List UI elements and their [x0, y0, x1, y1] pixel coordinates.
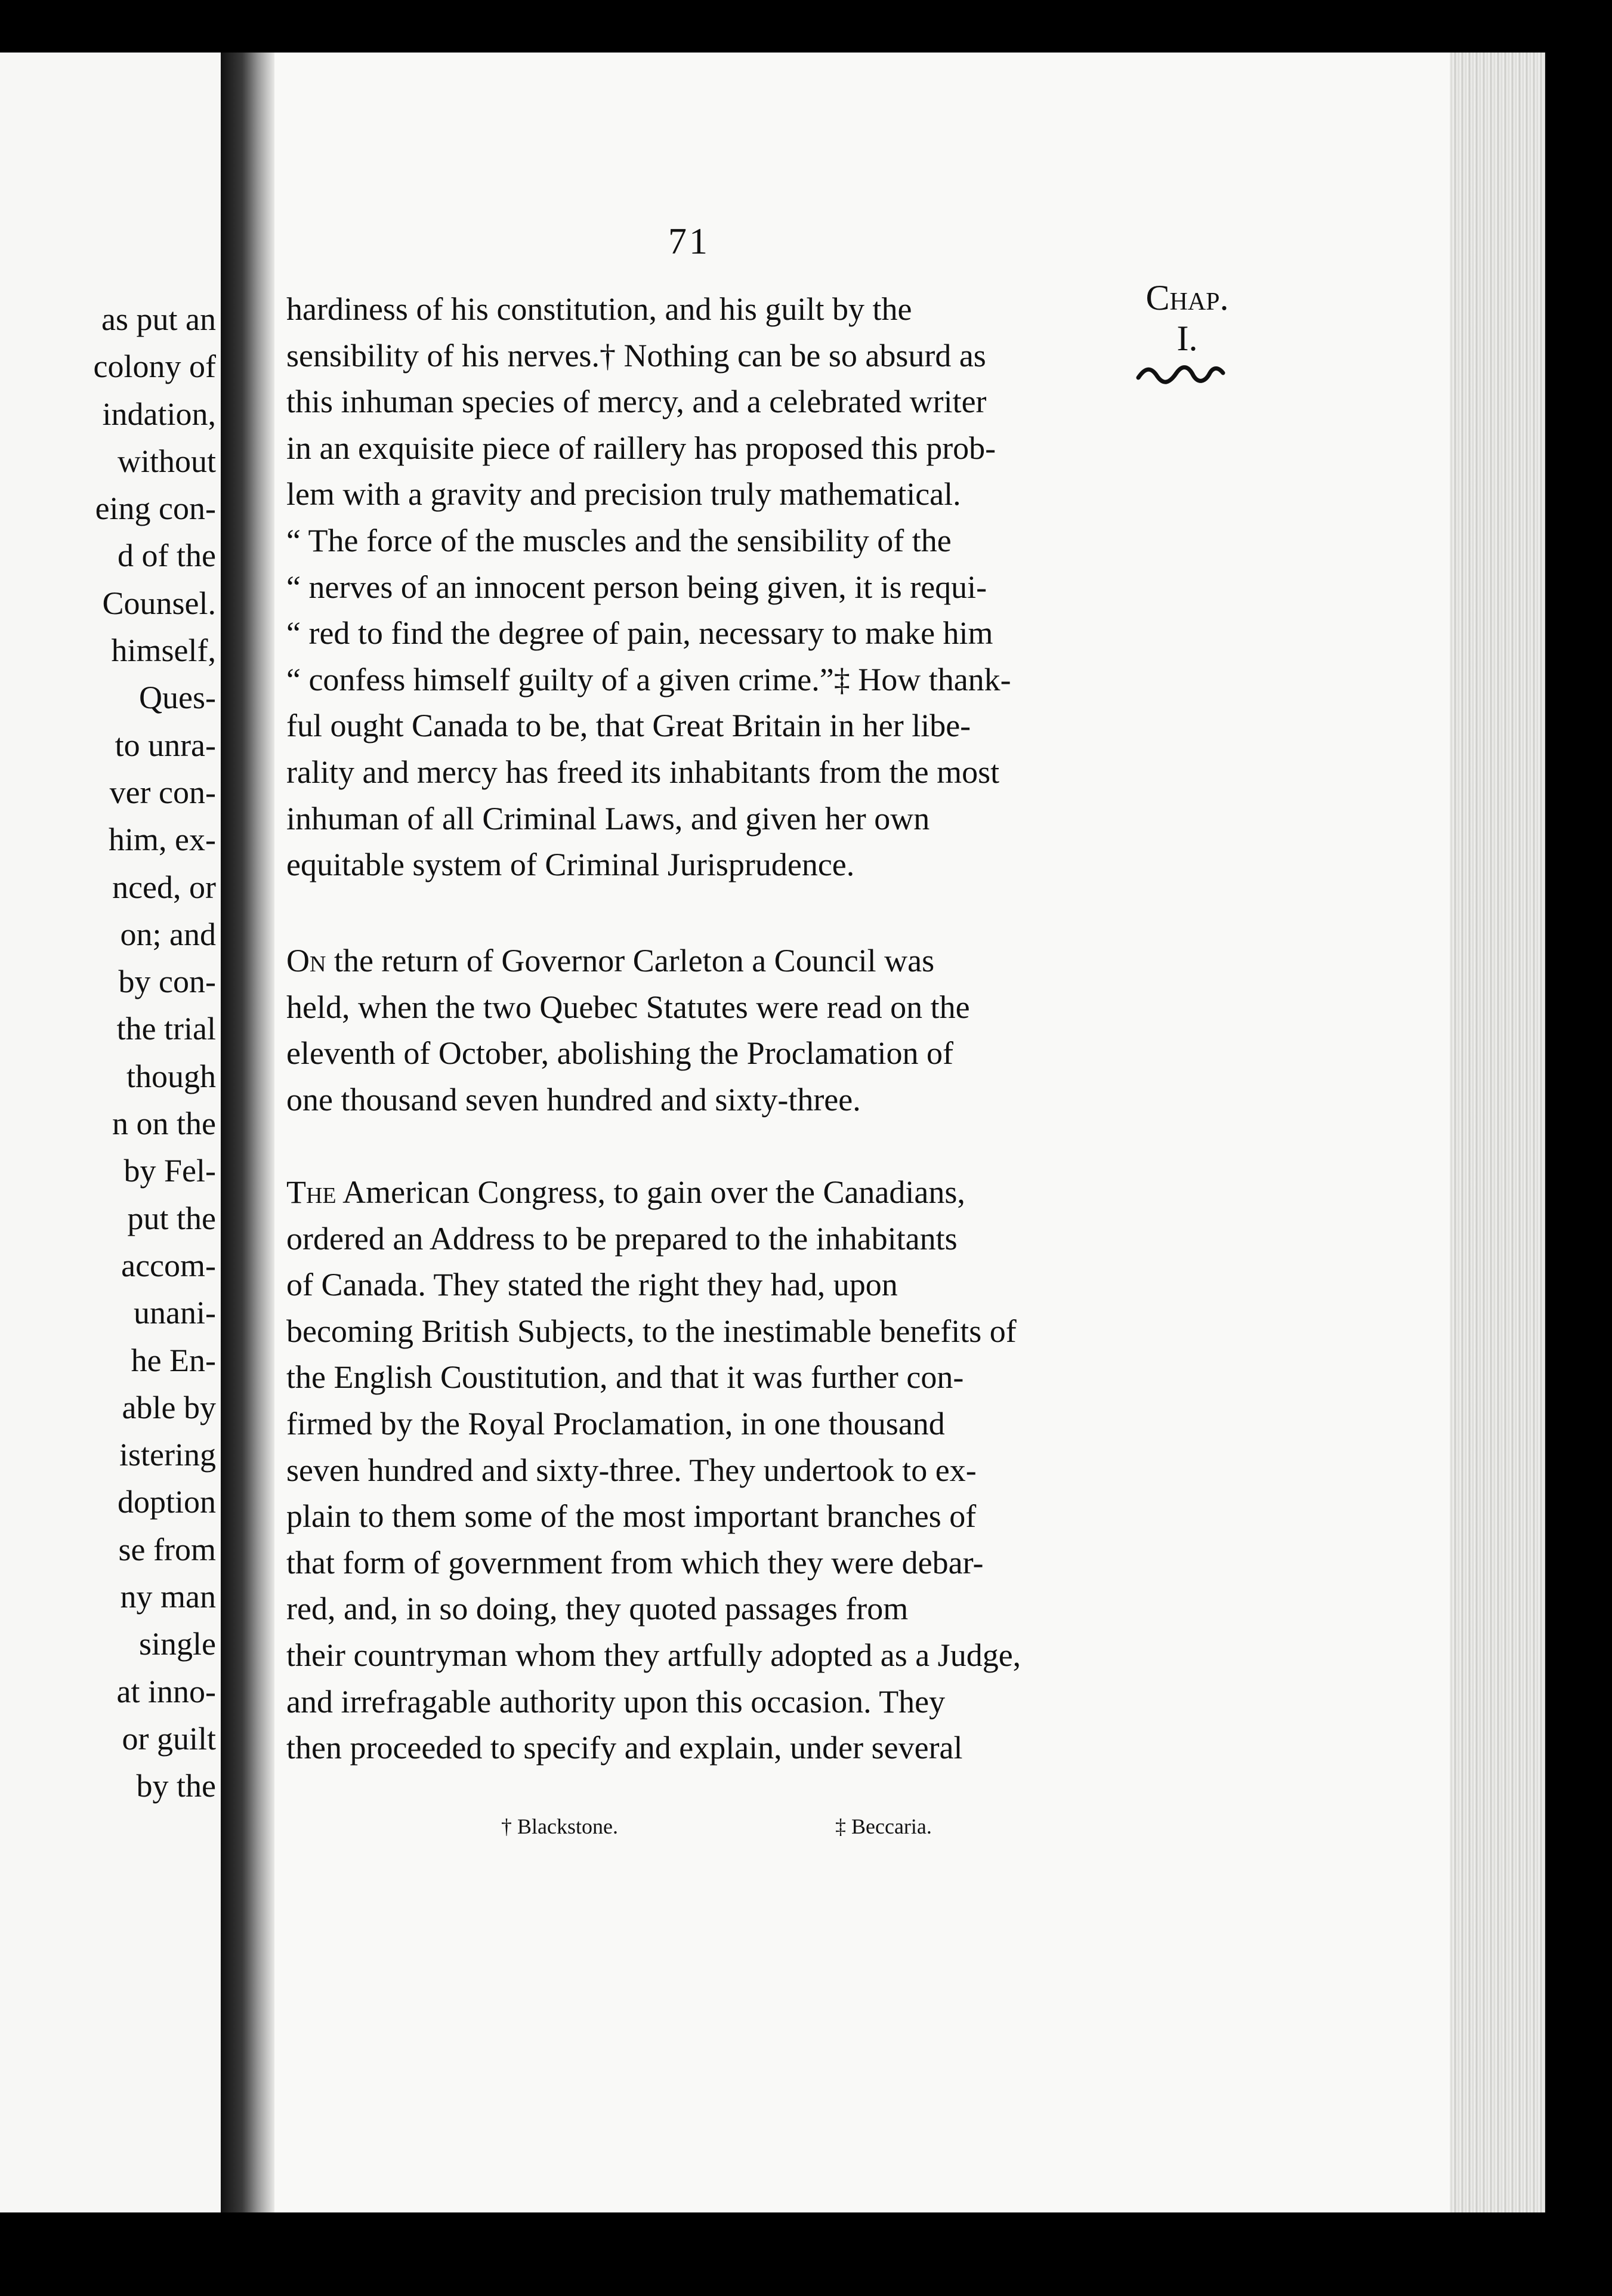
- left-page-line: nced, or: [112, 869, 216, 905]
- left-page-line: though: [126, 1058, 216, 1094]
- chapter-word: Chap.: [1145, 278, 1229, 317]
- left-page-line: able by: [122, 1389, 216, 1425]
- text-line: “ nerves of an innocent person being given, it is requi-: [286, 569, 987, 605]
- left-page-line: by con-: [118, 964, 216, 1000]
- left-page-line: istering: [119, 1437, 216, 1473]
- page-edges: [1450, 53, 1545, 2212]
- paragraph-2: [286, 938, 1122, 1123]
- paragraph-3: [286, 1169, 1122, 1772]
- text-line: one thousand seven hundred and sixty-three.: [286, 1081, 861, 1118]
- left-page-line: he En-: [131, 1342, 216, 1378]
- left-page-line: the trial: [116, 1011, 216, 1047]
- page-number: 71: [668, 221, 710, 262]
- text-line: seven hundred and sixty-three. They undertook to ex-: [286, 1452, 977, 1488]
- text-line: that form of government from which they were debar-: [286, 1544, 984, 1581]
- left-page-line: colony of: [93, 348, 216, 385]
- text-line: ordered an Address to be prepared to the inhabitants: [286, 1220, 958, 1257]
- left-page-line: or guilt: [122, 1720, 216, 1757]
- lead-word: On: [286, 943, 326, 979]
- left-page-line: him, ex-: [109, 822, 216, 858]
- book-gutter: [221, 53, 274, 2212]
- text-line: eleventh of October, abolishing the Proclamation of: [286, 1035, 954, 1072]
- text-line: sensibility of his nerves.† Nothing can be so absurd as: [286, 337, 986, 374]
- text-line: [286, 938, 1122, 985]
- text-line: plain to them some of the most important branches of: [286, 1498, 977, 1535]
- left-page-line: by Fel-: [123, 1153, 216, 1189]
- left-page-line: at inno-: [116, 1673, 216, 1709]
- text-line: of Canada. They stated the right they had, upon: [286, 1267, 898, 1303]
- left-page-text: [0, 296, 216, 1810]
- chapter-number: I.: [1176, 319, 1198, 358]
- left-page-line: accom-: [121, 1247, 216, 1283]
- text-line: lem with a gravity and precision truly mathematical.: [286, 476, 961, 513]
- left-page-line: himself,: [111, 632, 216, 669]
- footnote-blackstone: † Blackstone.: [501, 1814, 618, 1838]
- left-page-line: unani-: [134, 1295, 216, 1331]
- paragraph-1: [286, 286, 1122, 888]
- text-line: the English Coustitution, and that it was further con-: [286, 1359, 964, 1396]
- text-line: inhuman of all Criminal Laws, and given her own: [286, 800, 930, 837]
- text-line: in an exquisite piece of raillery has proposed this prob-: [286, 430, 996, 466]
- text-line: ful ought Canada to be, that Great Britain in her libe-: [286, 708, 971, 744]
- text-line: firmed by the Royal Proclamation, in one thousand: [286, 1405, 945, 1442]
- lead-rest: American Congress, to gain over the Canadians,: [336, 1174, 965, 1210]
- left-page-line: ver con-: [109, 774, 216, 810]
- lead-word: The: [286, 1174, 336, 1210]
- text-line: equitable system of Criminal Jurisprudence.: [286, 847, 855, 883]
- text-line: becoming British Subjects, to the inestimable benefits of: [286, 1313, 1017, 1349]
- left-page-line: put the: [127, 1200, 216, 1236]
- left-page-line: doption: [117, 1484, 216, 1520]
- chapter-heading: [1128, 277, 1247, 359]
- text-line: red, and, in so doing, they quoted passages from: [286, 1591, 909, 1627]
- left-page-line: on; and: [120, 916, 216, 952]
- left-page-line: indation,: [102, 396, 216, 432]
- text-line: and irrefragable authority upon this occasion. They: [286, 1683, 946, 1720]
- text-line: “ The force of the muscles and the sensibility of the: [286, 522, 952, 558]
- left-page-fragment: [0, 53, 221, 2212]
- left-page-line: as put an: [101, 301, 216, 337]
- text-line: rality and mercy has freed its inhabitants from the most: [286, 754, 1000, 790]
- left-page-line: single: [139, 1626, 216, 1662]
- text-line: hardiness of his constitution, and his guilt by the: [286, 291, 912, 327]
- text-line: held, when the two Quebec Statutes were read on the: [286, 989, 970, 1025]
- footnote-beccaria: ‡ Beccaria.: [835, 1814, 932, 1838]
- chapter-ornament-icon: [1134, 355, 1229, 391]
- left-page-line: eing con-: [95, 490, 216, 527]
- left-page-line: d of the: [118, 538, 216, 574]
- left-page-line: n on the: [112, 1106, 216, 1142]
- text-line: “ confess himself guilty of a given crime.”‡ How thank-: [286, 661, 1011, 698]
- text-line: [286, 1169, 1122, 1216]
- left-page-line: Counsel.: [102, 585, 216, 621]
- text-line: their countryman whom they artfully adopted as a Judge,: [286, 1637, 1021, 1673]
- left-page-line: by the: [136, 1768, 216, 1804]
- left-page-line: to unra-: [115, 727, 216, 763]
- text-line: this inhuman species of mercy, and a celebrated writer: [286, 384, 987, 420]
- left-page-line: ny man: [120, 1579, 216, 1615]
- left-page-line: without: [117, 443, 216, 479]
- left-page-line: se from: [118, 1531, 216, 1567]
- text-line: “ red to find the degree of pain, necessary to make him: [286, 615, 993, 652]
- text-line: then proceeded to specify and explain, under several: [286, 1730, 963, 1766]
- lead-rest: the return of Governor Carleton a Council was: [326, 943, 935, 979]
- left-page-line: Ques-: [139, 680, 216, 716]
